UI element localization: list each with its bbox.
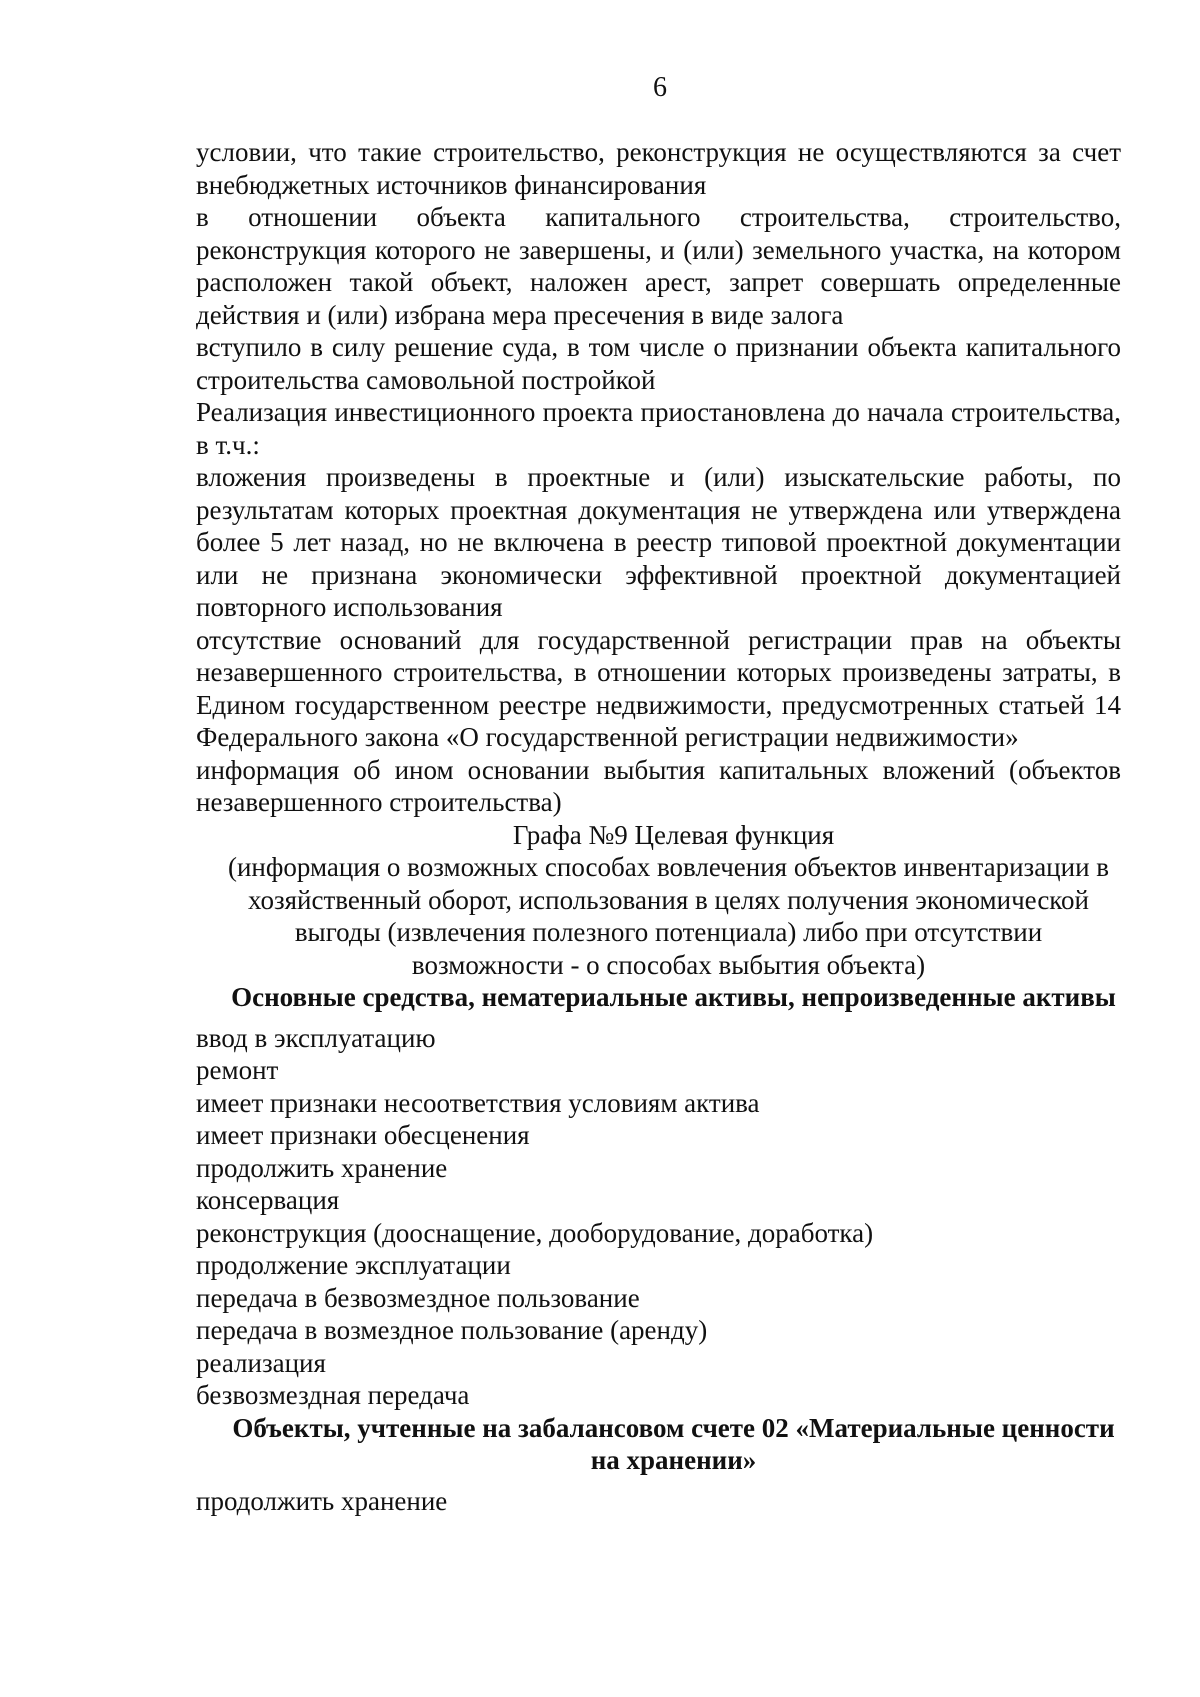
paragraph: информация об ином основании выбытия капитальных вложений (объектов незавершенного строительства) [196, 754, 1121, 817]
paragraph: вступило в силу решение суда, в том числе о признании объекта капитального строительства самовольной постройкой [196, 332, 1121, 395]
list-item: реконструкция (дооснащение, дооборудование, доработка) [196, 1217, 874, 1248]
list-item: консервация [196, 1185, 340, 1215]
list-item: передача в возмездное пользование (аренду) [196, 1315, 708, 1345]
paragraph: отсутствие оснований для государственной регистрации прав на объекты незавершенного строительства, в отношении которых произведены затраты, в Едином государственном реестре недвижимости, предусмотренных статьей 14 Федерального закона «О государственной регистрации недвижимости» [196, 624, 1121, 752]
section-title: Графа №9 Целевая функция [512, 819, 835, 850]
list-item: безвозмездная передача [196, 1380, 470, 1410]
list-item: имеет признаки несоответствия условиям актива [196, 1087, 760, 1118]
group-title-fixed-assets: Основные средства, нематериальные активы, непроизведенные активы [231, 982, 1116, 1012]
fixed-assets-list [196, 1022, 1121, 1412]
list-item: ремонт [196, 1055, 279, 1085]
page-number: 6 [653, 72, 667, 103]
list-item: имеет признаки обесценения [196, 1120, 530, 1150]
section-note: (информация о возможных способах вовлечения объектов инвентаризации в хозяйственный оборот, использования в целях получения экономической выгоды (извлечения полезного потенциала) либо при отсутствии возможности - о способах выбытия объекта) [227, 852, 1110, 980]
paragraph: условии, что такие строительство, реконструкция не осуществляются за счет внебюджетных источников финансирования [196, 137, 1121, 200]
list-item: продолжение эксплуатации [196, 1250, 511, 1280]
list-item: продолжить хранение [196, 1152, 448, 1183]
paragraph: в отношении объекта капитального строительства, строительство, реконструкция которого не завершены, и (или) земельного участка, на котором расположен такой объект, наложен арест, запрет совершать определенные действия и (или) избрана мера пресечения в виде залога [196, 202, 1121, 330]
list-item: продолжить хранение [196, 1485, 448, 1516]
document-body [196, 136, 1121, 1517]
group-title-off-balance: Объекты, учтенные на забалансовом счете 02 «Материальные ценности на хранении» [232, 1412, 1115, 1475]
off-balance-list [196, 1485, 1121, 1518]
list-item: реализация [196, 1347, 326, 1378]
paragraph: Реализация инвестиционного проекта приостановлена до начала строительства, в т.ч.: [196, 397, 1121, 460]
paragraph: вложения произведены в проектные и (или) изыскательские работы, по результатам которых проектная документация не утверждена или утверждена более 5 лет назад, но не включена в реестр типовой проектной документации или не признана экономически эффективной проектной документацией повторного использования [196, 462, 1121, 622]
list-item: ввод в эксплуатацию [196, 1022, 436, 1053]
list-item: передача в безвозмездное пользование [196, 1282, 640, 1313]
